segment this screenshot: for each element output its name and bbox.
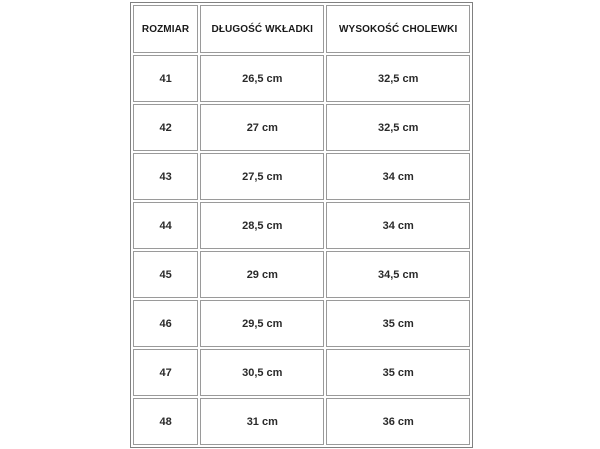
cell-shaft-height: 32,5 cm <box>326 55 470 102</box>
header-shaft-height: WYSOKOŚĆ CHOLEWKI <box>326 5 470 53</box>
header-size: ROZMIAR <box>133 5 198 53</box>
cell-shaft-height: 34 cm <box>326 153 470 200</box>
cell-shaft-height: 35 cm <box>326 349 470 396</box>
table-row <box>133 104 470 151</box>
cell-shaft-height: 35 cm <box>326 300 470 347</box>
cell-size: 44 <box>133 202 198 249</box>
cell-shaft-height: 36 cm <box>326 398 470 445</box>
cell-insole-length: 29 cm <box>200 251 324 298</box>
cell-insole-length: 27,5 cm <box>200 153 324 200</box>
table-row <box>133 153 470 200</box>
table-row <box>133 251 470 298</box>
cell-shaft-height: 34 cm <box>326 202 470 249</box>
table-row <box>133 300 470 347</box>
cell-size: 42 <box>133 104 198 151</box>
table-row <box>133 55 470 102</box>
header-row <box>133 5 470 53</box>
cell-insole-length: 31 cm <box>200 398 324 445</box>
table-row <box>133 202 470 249</box>
cell-size: 48 <box>133 398 198 445</box>
table-header <box>133 5 470 53</box>
header-insole-length: DŁUGOŚĆ WKŁADKI <box>200 5 324 53</box>
cell-shaft-height: 32,5 cm <box>326 104 470 151</box>
cell-size: 43 <box>133 153 198 200</box>
cell-shaft-height: 34,5 cm <box>326 251 470 298</box>
cell-insole-length: 26,5 cm <box>200 55 324 102</box>
cell-insole-length: 27 cm <box>200 104 324 151</box>
cell-size: 41 <box>133 55 198 102</box>
cell-insole-length: 29,5 cm <box>200 300 324 347</box>
cell-insole-length: 28,5 cm <box>200 202 324 249</box>
cell-size: 45 <box>133 251 198 298</box>
cell-size: 46 <box>133 300 198 347</box>
table-body <box>133 55 470 445</box>
table-row <box>133 398 470 445</box>
table-row <box>133 349 470 396</box>
size-chart-table <box>130 2 473 448</box>
cell-insole-length: 30,5 cm <box>200 349 324 396</box>
cell-size: 47 <box>133 349 198 396</box>
